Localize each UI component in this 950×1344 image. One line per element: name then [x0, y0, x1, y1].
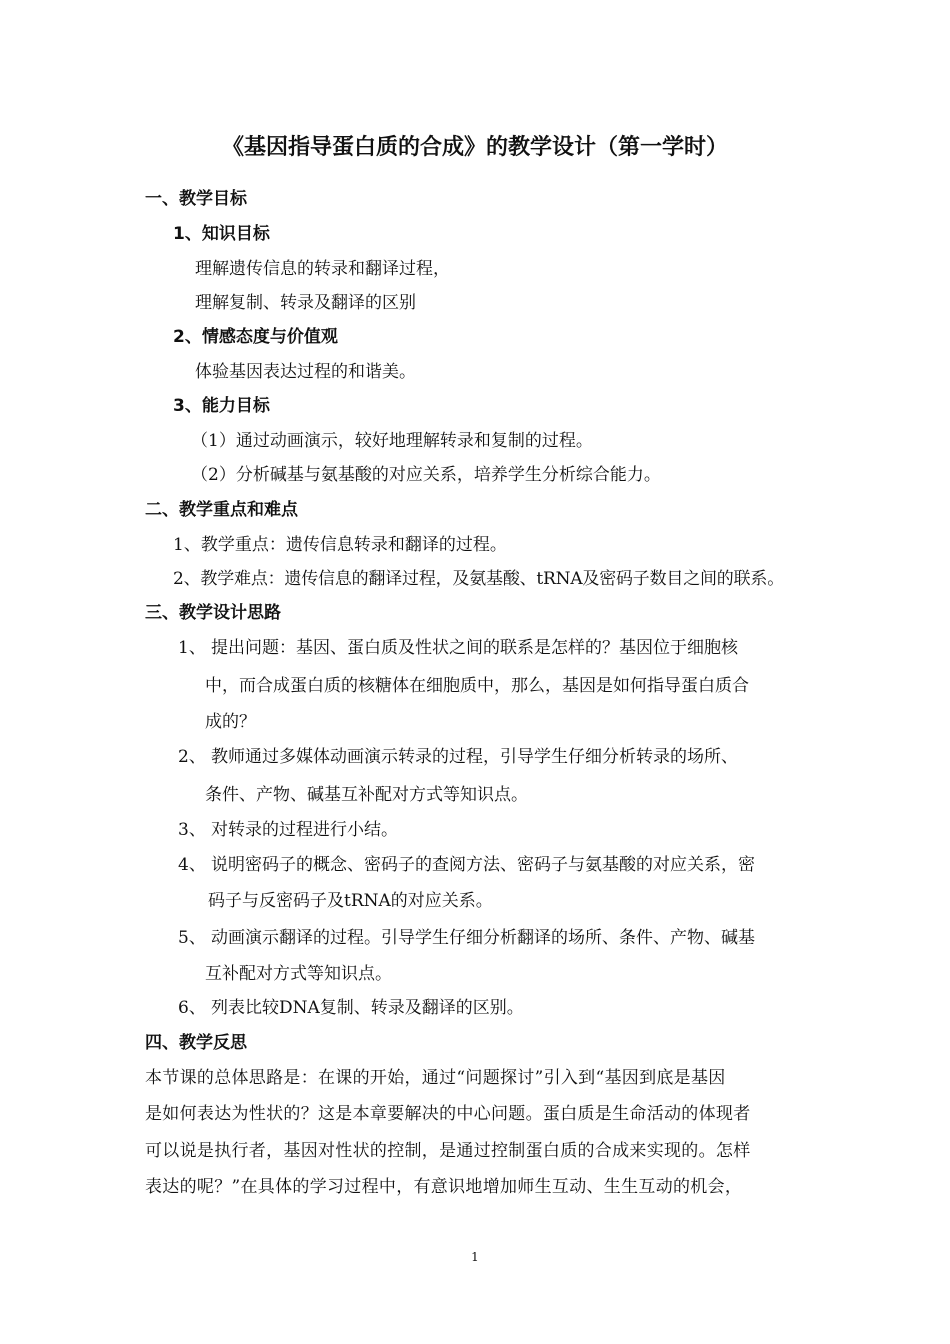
knowledge-goal-line: 理解复制、转录及翻译的区别 [195, 293, 416, 313]
list-item-text: 成的？ [205, 712, 256, 732]
section-heading-key-points: 二、教学重点和难点 [145, 500, 298, 520]
list-item-text: 提出问题：基因、蛋白质及性状之间的联系是怎样的？基因位于细胞核 [211, 638, 738, 658]
list-item-number: 2、 [178, 747, 206, 767]
list-item-number: 1、 [178, 638, 206, 658]
list-item-number: 6、 [178, 998, 206, 1018]
list-item-text: 中，而合成蛋白质的核糖体在细胞质中，那么，基因是如何指导蛋白质合 [205, 676, 749, 696]
section-heading-objectives: 一、教学目标 [145, 189, 247, 209]
ability-goal-line: （1）通过动画演示，较好地理解转录和复制的过程。 [191, 431, 593, 451]
attitude-goal-line: 体验基因表达过程的和谐美。 [195, 362, 416, 382]
page-number: 1 [471, 1250, 479, 1264]
section-heading-reflection: 四、教学反思 [145, 1033, 247, 1053]
subheading-ability-goals: 3、能力目标 [173, 396, 270, 416]
list-item-number: 3、 [178, 820, 206, 840]
list-item-text: 列表比较DNA复制、转录及翻译的区别。 [211, 998, 524, 1018]
section-heading-design-ideas: 三、教学设计思路 [145, 603, 281, 623]
list-item-text: 教师通过多媒体动画演示转录的过程，引导学生仔细分析转录的场所、 [211, 747, 738, 767]
ability-goal-line: （2）分析碱基与氨基酸的对应关系，培养学生分析综合能力。 [191, 465, 661, 485]
subheading-knowledge-goals: 1、知识目标 [173, 224, 270, 244]
reflection-paragraph-line: 可以说是执行者，基因对性状的控制，是通过控制蛋白质的合成来实现的。怎样 [145, 1141, 751, 1161]
reflection-paragraph-line: 表达的呢？”在具体的学习过程中，有意识地增加师生互动、生生互动的机会， [145, 1177, 743, 1197]
knowledge-goal-line: 理解遗传信息的转录和翻译过程， [195, 259, 450, 279]
list-item-number: 5、 [178, 928, 206, 948]
list-item-number: 4、 [178, 855, 206, 875]
list-item-text: 对转录的过程进行小结。 [211, 820, 398, 840]
list-item-text: 条件、产物、碱基互补配对方式等知识点。 [205, 785, 528, 805]
list-item-text: 互补配对方式等知识点。 [205, 964, 392, 984]
list-item-text: 码子与反密码子及tRNA的对应关系。 [208, 891, 493, 911]
key-point-line: 1、教学重点：遗传信息转录和翻译的过程。 [173, 535, 507, 555]
reflection-paragraph-line: 本节课的总体思路是：在课的开始，通过“问题探讨”引入到“基因到底是基因 [145, 1068, 726, 1088]
subheading-attitude-values: 2、情感态度与价值观 [173, 327, 338, 347]
reflection-paragraph-line: 是如何表达为性状的？这是本章要解决的中心问题。蛋白质是生命活动的体现者 [145, 1104, 751, 1124]
document-title: 《基因指导蛋白质的合成》的教学设计（第一学时） [221, 135, 728, 160]
list-item-text: 动画演示翻译的过程。引导学生仔细分析翻译的场所、条件、产物、碱基 [211, 928, 755, 948]
list-item-text: 说明密码子的概念、密码子的查阅方法、密码子与氨基酸的对应关系，密 [211, 855, 755, 875]
difficult-point-line: 2、教学难点：遗传信息的翻译过程，及氨基酸、tRNA及密码子数目之间的联系。 [173, 569, 784, 589]
